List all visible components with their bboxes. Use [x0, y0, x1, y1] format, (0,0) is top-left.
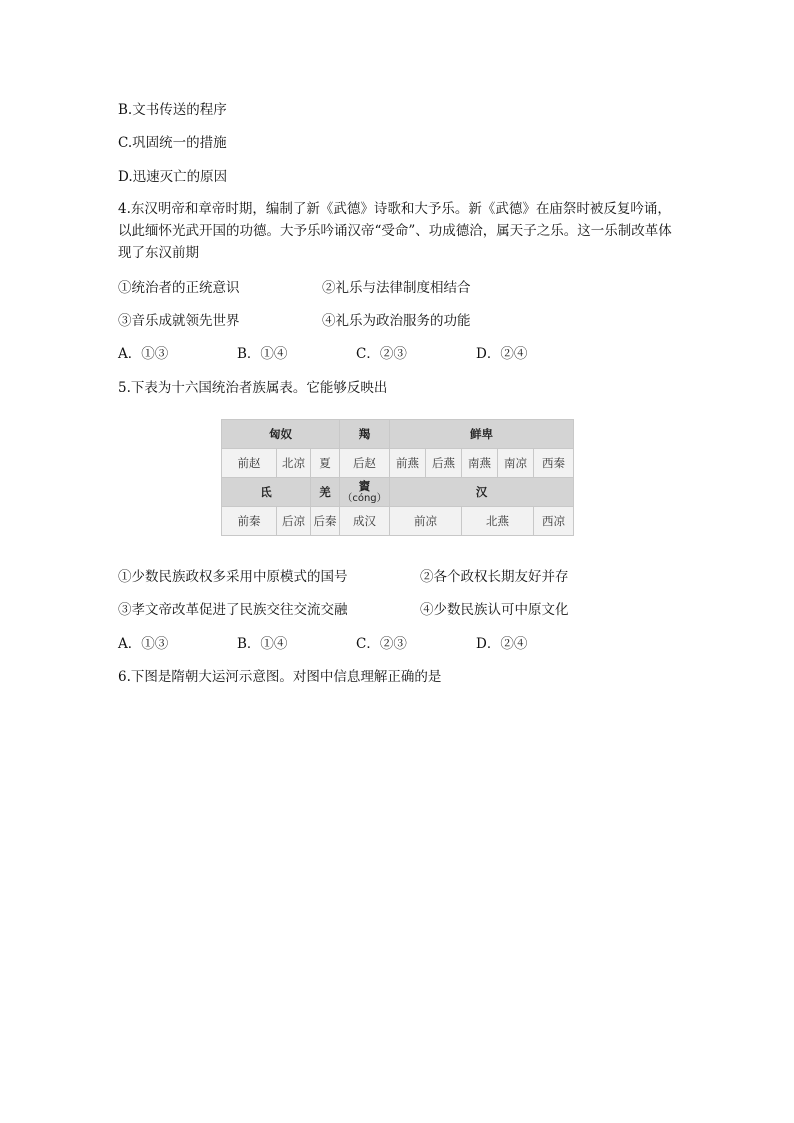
q4-choice-d: D．②④ [476, 346, 528, 362]
cell-state: 夏 [311, 449, 340, 478]
cong-char: 賨 [358, 479, 371, 493]
cell-state: 后秦 [311, 507, 340, 536]
cell-state: 南燕 [462, 449, 498, 478]
question-5-stem: 5.下表为十六国统治者族属表。它能够反映出 [118, 380, 388, 396]
cell-state: 后凉 [277, 507, 311, 536]
q5-item-2: ②各个政权长期友好并存 [420, 569, 569, 585]
cell-state: 后燕 [426, 449, 462, 478]
header-jie: 羯 [340, 420, 390, 449]
q5-choice-b: B．①④ [237, 636, 288, 652]
q4-item-2: ②礼乐与法律制度相结合 [322, 280, 471, 296]
q4-choice-b: B．①④ [237, 346, 288, 362]
cell-state: 前凉 [390, 507, 462, 536]
option-c-line: C.巩固统一的措施 [118, 135, 227, 151]
header-qiang: 羌 [311, 478, 340, 507]
cell-state: 前燕 [390, 449, 426, 478]
header-han: 汉 [390, 478, 574, 507]
option-d-line: D.迅速灭亡的原因 [118, 169, 228, 185]
q4-item-4: ④礼乐为政治服务的功能 [322, 313, 471, 329]
q4-choice-a: A．①③ [118, 346, 169, 362]
cong-pinyin: （cóng） [342, 493, 387, 504]
question-6-stem: 6.下图是隋朝大运河示意图。对图中信息理解正确的是 [118, 669, 442, 685]
header-xianbei: 鲜卑 [390, 420, 574, 449]
q4-item-3: ③音乐成就领先世界 [118, 313, 240, 329]
cell-state: 前赵 [222, 449, 277, 478]
q5-choice-d: D．②④ [476, 636, 528, 652]
q5-item-4: ④少数民族认可中原文化 [420, 602, 569, 618]
header-di: 氐 [222, 478, 311, 507]
header-cong [340, 478, 390, 507]
cell-state: 西凉 [534, 507, 574, 536]
header-xiongnu: 匈奴 [222, 420, 340, 449]
q5-choice-a: A．①③ [118, 636, 169, 652]
cell-state: 西秦 [534, 449, 574, 478]
question-4-stem: 4.东汉明帝和章帝时期，编制了新《武德》诗歌和大予乐。新《武德》在庙祭时被反复吟诵，以此缅怀光武开国的功德。大予乐吟诵汉帝“受命”、功成德洽，属天子之乐。这一乐制改革体现了东汉前期 [118, 201, 672, 261]
cell-state: 成汉 [340, 507, 390, 536]
cell-state: 南凉 [498, 449, 534, 478]
q4-item-1: ①统治者的正统意识 [118, 280, 240, 296]
option-b-line: B.文书传送的程序 [118, 102, 227, 118]
q5-item-3: ③孝文帝改革促进了民族交往交流交融 [118, 602, 348, 618]
cell-state: 后赵 [340, 449, 390, 478]
q4-choice-c: C．②③ [356, 346, 407, 362]
q5-choice-c: C．②③ [356, 636, 407, 652]
cell-state: 北燕 [462, 507, 534, 536]
ethnic-origin-table [221, 419, 574, 536]
cell-state: 前秦 [222, 507, 277, 536]
cell-state: 北凉 [277, 449, 311, 478]
q5-item-1: ①少数民族政权多采用中原模式的国号 [118, 569, 348, 585]
